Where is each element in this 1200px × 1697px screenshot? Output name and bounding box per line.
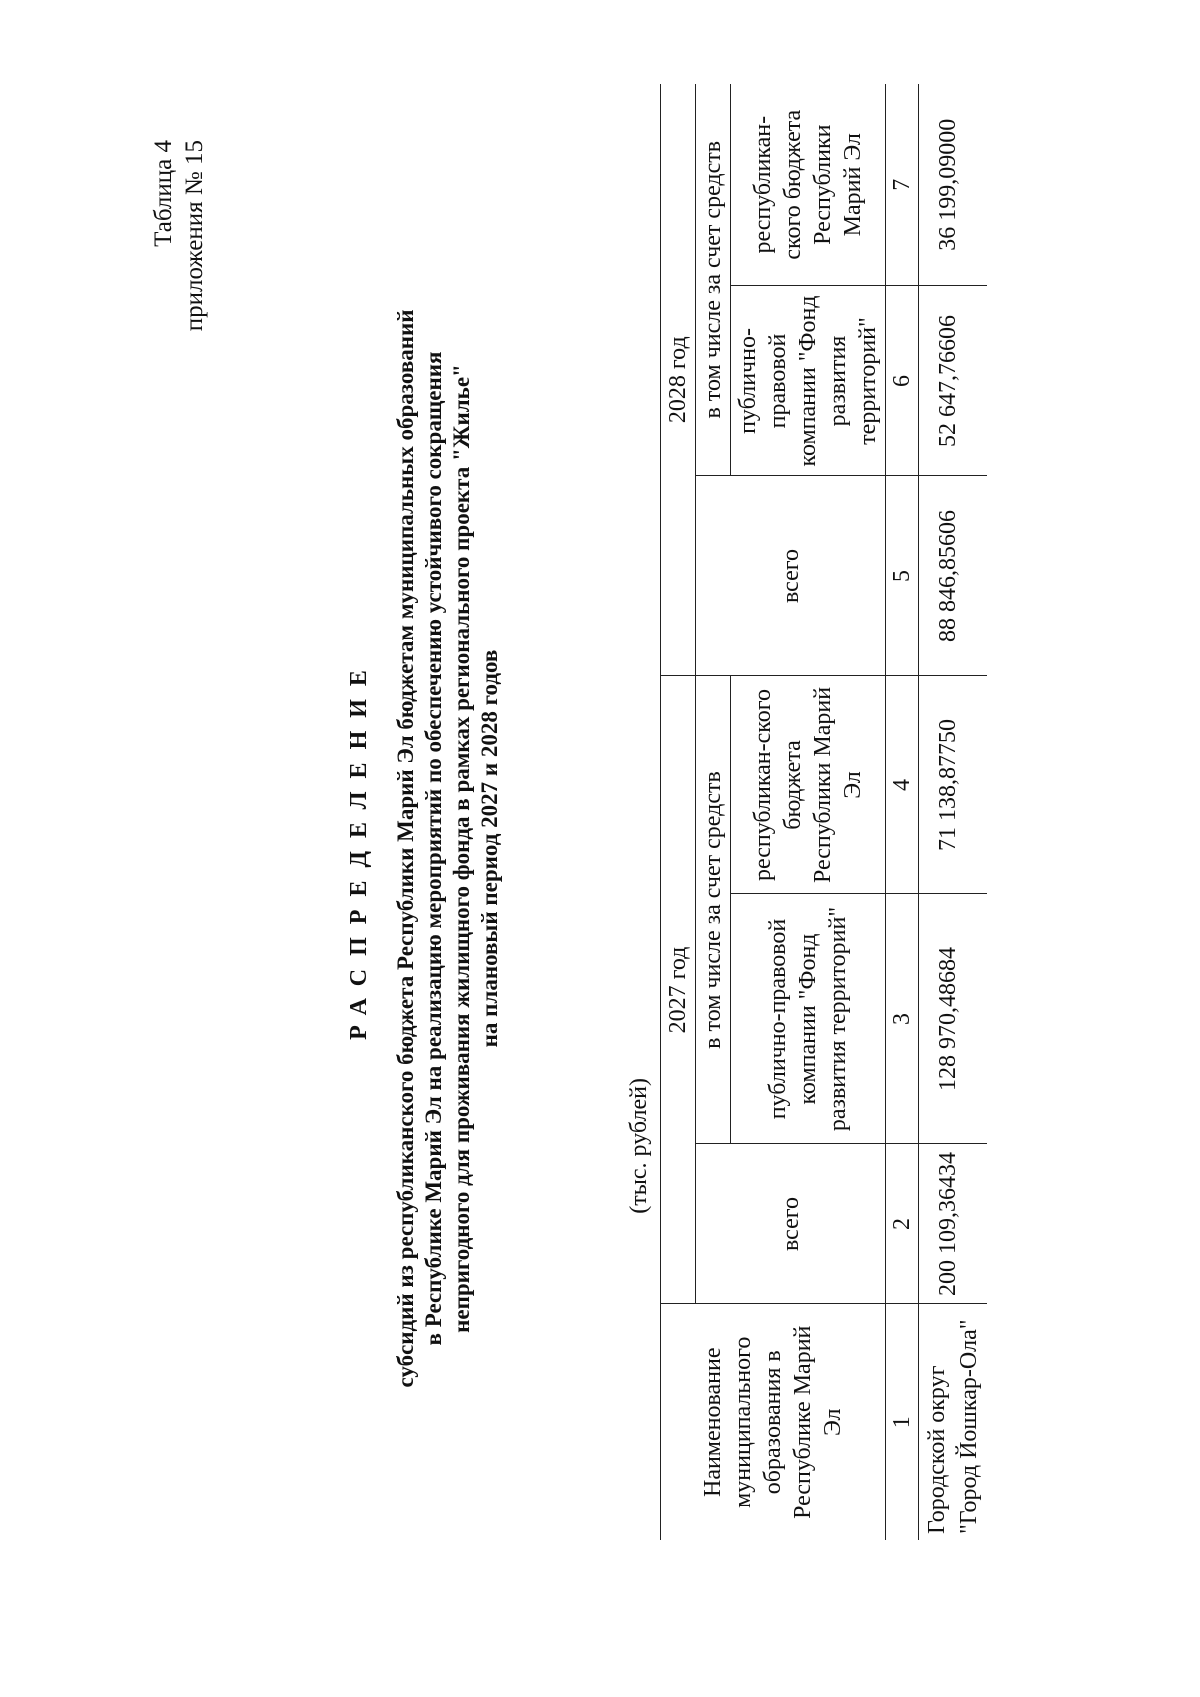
column-header-including-2028: в том числе за счет средств — [696, 84, 731, 476]
column-header-name: Наименование муниципального образования в Республике Марий Эл — [661, 1304, 886, 1540]
column-header-republic-2027: республикан-ского бюджета Республики Марий Эл — [731, 676, 886, 894]
column-number: 1 — [886, 1304, 919, 1540]
republic-2027-cell: 71 138,87750 — [919, 676, 988, 894]
republic-2028-cell: 36 199,09000 — [919, 84, 988, 286]
fund-2028-cell: 52 647,76606 — [919, 286, 988, 476]
total-2027-cell: 200 109,36434 — [919, 1144, 988, 1304]
column-number: 7 — [886, 84, 919, 286]
document-subtitle — [392, 0, 504, 1697]
column-number: 6 — [886, 286, 919, 476]
column-header-total-2028: всего — [696, 476, 886, 676]
fund-2027-cell: 128 970,48684 — [919, 894, 988, 1144]
table-caption — [148, 140, 210, 331]
column-header-total-2027: всего — [696, 1144, 886, 1304]
column-number: 2 — [886, 1144, 919, 1304]
table-row — [919, 84, 988, 1540]
table-number-label: Таблица 4 — [150, 140, 177, 247]
column-number: 4 — [886, 676, 919, 894]
column-header-year-2028: 2028 год — [661, 84, 696, 676]
municipality-name-cell: Городской округ "Город Йошкар-Ола" — [919, 1304, 988, 1540]
total-2028-cell: 88 846,85606 — [919, 476, 988, 676]
subtitle-line: субсидий из республиканского бюджета Республики Марий Эл бюджетам муниципальных образований — [393, 309, 418, 1388]
subtitle-line: непригодного для проживания жилищного фонда в рамках регионального проекта "Жилье" — [449, 364, 474, 1333]
header-row-years — [661, 84, 696, 1540]
column-header-fund-2028: публично-правовой компании "Фонд развития территорий" — [731, 286, 886, 476]
document-title: РАСПРЕДЕЛЕНИЕ — [346, 657, 372, 1040]
column-header-year-2027: 2027 год — [661, 676, 696, 1304]
column-header-fund-2027: публично-правовой компании "Фонд развития территорий" — [731, 894, 886, 1144]
column-header-republic-2028: республикан-ского бюджета Республики Марий Эл — [731, 84, 886, 286]
distribution-table — [660, 84, 987, 1540]
units-label: (тыс. рублей) — [626, 1078, 652, 1214]
subtitle-line: в Республике Марий Эл на реализацию мероприятий по обеспечению устойчивого сокращения — [421, 351, 446, 1346]
column-number: 5 — [886, 476, 919, 676]
column-number-row — [886, 84, 919, 1540]
appendix-number-label: приложения № 15 — [181, 140, 208, 332]
subtitle-line: на плановый период 2027 и 2028 годов — [477, 649, 502, 1048]
column-number: 3 — [886, 894, 919, 1144]
column-header-including-2027: в том числе за счет средств — [696, 676, 731, 1144]
